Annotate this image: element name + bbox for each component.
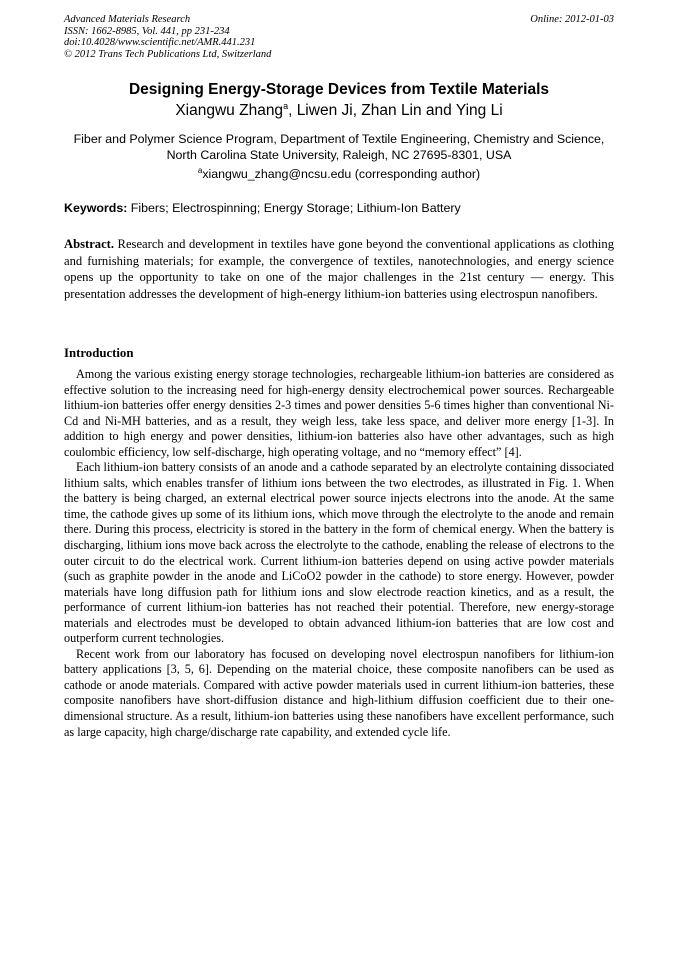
doi-line: doi:10.4028/www.scientific.net/AMR.441.231	[64, 37, 256, 48]
paragraph: Among the various existing energy storage technologies, rechargeable lithium-ion batteries are considered as effective solution to the increasing need for high-energy density electrochemical power sources. Rechargeable lithium-ion batteries offer energy densities 2-3 times and power densities 5-6 times higher than conventional Ni-Cd and Ni-MH batteries, and as a result, they weigh less, take less space, and deliver more energy [1-3]. In addition to high energy and power densities, lithium-ion batteries also have other advantages, such as high coulombic efficiency, low self-discharge, high operating voltage, and no “memory effect” [4].	[64, 367, 614, 459]
keywords-label: Keywords:	[64, 201, 128, 215]
affiliation-line-2: North Carolina State University, Raleigh, NC 27695-8301, USA	[166, 148, 512, 162]
email-text: xiangwu_zhang@ncsu.edu (corresponding author)	[202, 167, 481, 182]
copyright-line: © 2012 Trans Tech Publications Ltd, Switzerland	[64, 48, 272, 60]
paragraph: Recent work from our laboratory has focused on developing novel electrospun nanofibers for lithium-ion battery applications [3, 5, 6]. Depending on the material choice, these composite nanofibers can be used as cathode or anode materials. Compared with active powder materials used in current lithium-ion batteries, these composite nanofibers have short-diffusion distance and high-lithium diffusion coefficient due to their one-dimensional structure. As a result, lithium-ion batteries using these nanofibers have excellent performance, such as large capacity, high charge/discharge rate capability, and extended cycle life.	[64, 646, 614, 739]
journal-name: Advanced Materials Research	[64, 14, 191, 25]
affiliation	[64, 131, 614, 163]
abstract-text: Research and development in textiles have gone beyond the conventional applications as clothing and furnishing materials; for example, the convergence of textiles, nanotechnologies, and energy science opens up the opportunity to take on one of the major challenges in the 21st century — energy. This presentation addresses the development of high-energy lithium-ion batteries using electrospun nanofibers.	[64, 237, 614, 301]
corresponding-email	[0, 166, 678, 181]
affiliation-line-1: Fiber and Polymer Science Program, Department of Textile Engineering, Chemistry and Science,	[73, 132, 605, 146]
keywords-text: Fibers; Electrospinning; Energy Storage; Lithium-Ion Battery	[127, 201, 461, 215]
journal-header	[64, 14, 271, 60]
introduction-body	[64, 367, 614, 740]
author-list	[0, 101, 678, 120]
author-first-marker: a	[283, 101, 289, 111]
abstract-label: Abstract.	[64, 237, 115, 251]
keywords	[64, 201, 624, 215]
author-rest: , Liwen Ji, Zhan Lin and Ying Li	[288, 102, 503, 120]
issn-line: ISSN: 1662-8985, Vol. 441, pp 231-234	[64, 25, 230, 37]
section-heading-introduction: Introduction	[64, 346, 134, 360]
author-first: Xiangwu Zhang	[175, 102, 284, 120]
online-date: Online: 2012-01-03	[530, 14, 614, 25]
abstract	[64, 236, 614, 302]
email-marker: a	[197, 166, 203, 175]
paper-title: Designing Energy-Storage Devices from Textile Materials	[128, 81, 550, 98]
paragraph: Each lithium-ion battery consists of an anode and a cathode separated by an electrolyte containing dissociated lithium salts, which enables transfer of lithium ions between the two electrodes, as illustrated in Fig. 1. When the battery is being charged, an external electrical power source injects electrons into the anode. At the same time, the cathode gives up some of its lithium ions, which move through the electrolyte to the anode and remain there. During this process, electricity is stored in the battery in the form of chemical energy. When the battery is discharging, lithium ions move back across the electrolyte to the cathode, enabling the release of electrons to the outer circuit to do the electrical work. Current lithium-ion batteries depend on using active powder materials (such as graphite powder in the anode and LiCoO2 powder in the cathode) to store energy. However, powder materials have long diffusion path for lithium ions and slow electrode reaction kinetics, and as a result, the performance of current lithium-ion batteries has not reached their potential. Therefore, new energy-storage materials and electrodes must be developed to obtain advanced lithium-ion batteries that are low cost and outperform current technologies.	[64, 460, 614, 646]
